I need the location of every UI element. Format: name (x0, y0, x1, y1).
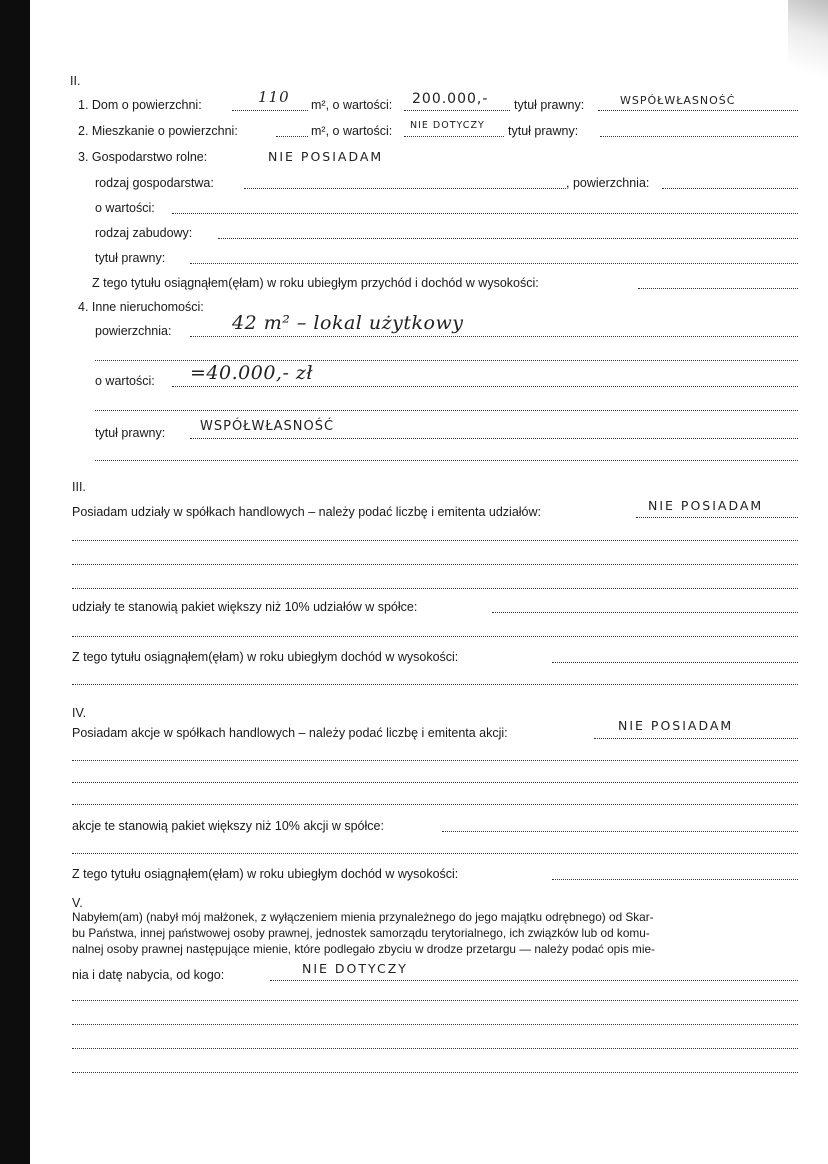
inne-extra-line-3 (95, 460, 798, 461)
udzialy-pakiet-extra-line (72, 636, 798, 637)
mienie-paragraph-line-4: nia i datę nabycia, od kogo: (72, 968, 225, 982)
rodzaj-gospodarstwa-label: rodzaj gospodarstwa: (95, 176, 214, 190)
mieszkanie-value-line (404, 136, 504, 137)
mieszkanie-value: NIE DOTYCZY (410, 120, 485, 131)
udzialy-line (636, 517, 798, 518)
mieszkanie-title-line (600, 136, 798, 137)
dom-area-value: 110 (258, 88, 290, 106)
mienie-extra-line-1 (72, 1000, 798, 1001)
gospodarstwo-dochod-label: Z tego tytułu osiągnąłem(ęłam) w roku ubiegłym przychód i dochód w wysokości: (92, 276, 539, 290)
udzialy-extra-line-2 (72, 564, 798, 565)
udzialy-answer: NIE POSIADAM (648, 498, 764, 513)
akcje-pakiet-line (442, 831, 798, 832)
dom-area-line (232, 110, 308, 111)
section-heading-v: V. (72, 896, 83, 910)
inne-extra-line-2 (95, 410, 798, 411)
akcje-extra-line-1 (72, 760, 798, 761)
udzialy-extra-line-3 (72, 588, 798, 589)
rodzaj-gospodarstwa-line (244, 188, 566, 189)
scan-shadow (788, 0, 828, 120)
dom-value-line (404, 110, 510, 111)
dom-value: 200.000,- (412, 91, 489, 107)
section-heading-iii: III. (72, 480, 86, 494)
inne-wartosc-line (172, 386, 798, 387)
mienie-paragraph-line-1: Nabyłem(am) (nabył mój małżonek, z wyłączeniem mienia przynależnego do jego majątku odrębnego) od Skar- (72, 910, 654, 924)
akcje-pakiet-label: akcje te stanowią pakiet większy niż 10% akcji w spółce: (72, 819, 384, 833)
dom-title-label: tytuł prawny: (514, 98, 585, 112)
inne-extra-line-1 (95, 360, 798, 361)
gospodarstwo-wartosc-line (172, 213, 798, 214)
gospodarstwo-tytul-line (190, 263, 798, 264)
dom-label: 1. Dom o powierzchni: (78, 98, 202, 112)
akcje-answer: NIE POSIADAM (618, 718, 734, 733)
scan-edge (0, 0, 30, 1164)
mienie-extra-line-2 (72, 1024, 798, 1025)
inne-nieruchomosci-label: 4. Inne nieruchomości: (78, 300, 204, 314)
rodzaj-zabudowy-label: rodzaj zabudowy: (95, 226, 193, 240)
inne-tytul-value: WSPÓŁWŁASNOŚĆ (200, 419, 335, 434)
inne-tytul-line (190, 438, 798, 439)
mieszkanie-unit: m², o wartości: (311, 124, 393, 138)
inne-tytul-label: tytuł prawny: (95, 426, 166, 440)
inne-wartosc-label: o wartości: (95, 374, 155, 388)
dom-title-value: WSPÓŁWŁASNOŚĆ (620, 94, 736, 107)
udzialy-dochod-label: Z tego tytułu osiągnąłem(ęłam) w roku ubiegłym dochód w wysokości: (72, 650, 459, 664)
mienie-extra-line-4 (72, 1072, 798, 1073)
mienie-answer: NIE DOTYCZY (302, 961, 408, 976)
gospodarstwo-powierzchnia-line (662, 188, 798, 189)
inne-powierzchnia-label: powierzchnia: (95, 324, 172, 338)
udzialy-dochod-extra-line (72, 684, 798, 685)
mieszkanie-label: 2. Mieszkanie o powierzchni: (78, 124, 238, 138)
inne-powierzchnia-line (190, 336, 798, 337)
udzialy-pakiet-line (492, 612, 798, 613)
akcje-extra-line-2 (72, 782, 798, 783)
form-page (30, 0, 828, 1164)
gospodarstwo-powierzchnia-label: , powierzchnia: (566, 176, 650, 190)
gospodarstwo-wartosc-label: o wartości: (95, 201, 155, 215)
dom-unit: m², o wartości: (311, 98, 393, 112)
dom-title-line (598, 110, 798, 111)
akcje-extra-line-3 (72, 804, 798, 805)
akcje-pakiet-extra-line (72, 853, 798, 854)
section-heading-ii: II. (70, 74, 81, 88)
mienie-extra-line-3 (72, 1048, 798, 1049)
akcje-dochod-line (552, 879, 798, 880)
inne-powierzchnia-value: 42 m² – lokal użytkowy (232, 312, 464, 334)
inne-wartosc-value: =40.000,- zł (190, 362, 314, 384)
akcje-label: Posiadam akcje w spółkach handlowych – należy podać liczbę i emitenta akcji: (72, 726, 508, 740)
mieszkanie-area-line (276, 136, 308, 137)
gospodarstwo-tytul-label: tytuł prawny: (95, 251, 166, 265)
udzialy-dochod-line (552, 662, 798, 663)
mienie-paragraph-line-2: bu Państwa, innej państwowej osoby prawnej, jednostek samorządu terytorialnego, ich związków lub od komu- (72, 926, 650, 940)
udzialy-label: Posiadam udziały w spółkach handlowych – należy podać liczbę i emitenta udziałów: (72, 505, 542, 519)
gospodarstwo-answer: NIE POSIADAM (268, 149, 384, 164)
akcje-dochod-label: Z tego tytułu osiągnąłem(ęłam) w roku ubiegłym dochód w wysokości: (72, 867, 459, 881)
akcje-line (594, 738, 798, 739)
rodzaj-zabudowy-line (218, 238, 798, 239)
mienie-line (270, 980, 798, 981)
gospodarstwo-label: 3. Gospodarstwo rolne: (78, 150, 208, 164)
mienie-paragraph-line-3: nalnej osoby prawnej następujące mienie, które podlegało zbyciu w drodze przetargu — należy podać opis mie- (72, 942, 655, 956)
mieszkanie-title-label: tytuł prawny: (508, 124, 579, 138)
udzialy-extra-line-1 (72, 540, 798, 541)
section-heading-iv: IV. (72, 706, 87, 720)
udzialy-pakiet-label: udziały te stanowią pakiet większy niż 10% udziałów w spółce: (72, 600, 418, 614)
gospodarstwo-dochod-line (638, 288, 798, 289)
